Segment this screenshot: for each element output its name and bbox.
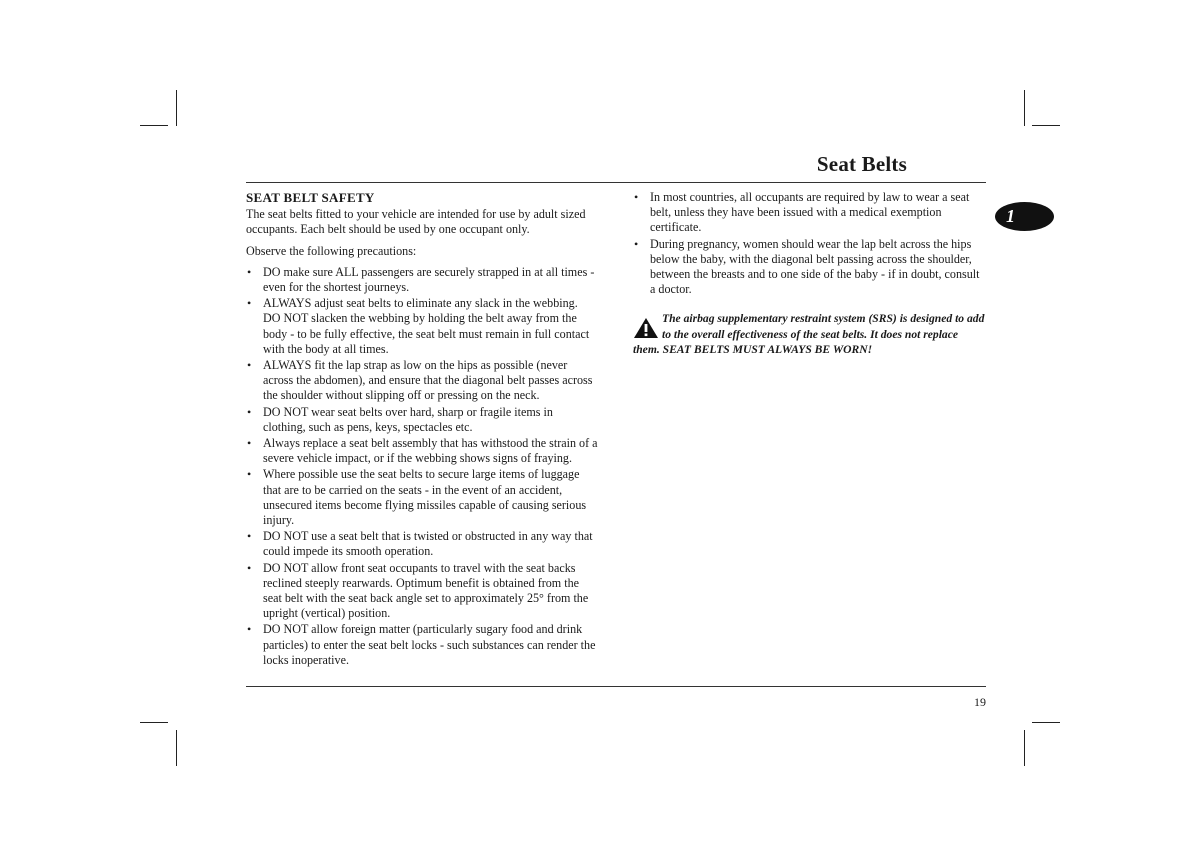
- crop-mark: [1032, 722, 1060, 723]
- precautions-list: [246, 265, 598, 668]
- crop-mark: [140, 125, 168, 126]
- observe-paragraph: Observe the following precautions:: [246, 243, 417, 258]
- list-item: • ALWAYS fit the lap strap as low on the hips as possible (never across the abdomen), and ensure that the diagonal belt passes across the shoulder without slipping off or pressing on the neck.: [247, 358, 593, 403]
- section-heading: SEAT BELT SAFETY: [246, 190, 375, 205]
- left-column: [246, 190, 598, 669]
- list-item: • ALWAYS adjust seat belts to eliminate any slack in the webbing. DO NOT slacken the webbing by holding the belt away from the body - to be fully effective, the seat belt must remain in full contact with the body at all times.: [247, 296, 590, 356]
- crop-mark: [1024, 90, 1025, 126]
- crop-mark: [1024, 730, 1025, 766]
- warning-triangle-icon: [633, 317, 659, 339]
- bullet-icon: •: [634, 190, 639, 204]
- intro-paragraph: The seat belts fitted to your vehicle are intended for use by adult sized occupants. Each belt should be used by one occupant only.: [246, 207, 586, 237]
- list-item: • DO NOT wear seat belts over hard, sharp or fragile items in clothing, such as pens, keys, spectacles etc.: [247, 404, 553, 434]
- list-item: • DO NOT allow front seat occupants to travel with the seat backs reclined steeply rearwards. Optimum benefit is obtained from the seat belt with the seat back angle set to approximately 25° from the upright (vertical) position.: [247, 560, 589, 621]
- list-item: • DO NOT use a seat belt that is twisted or obstructed in any way that could impede its smooth operation.: [247, 529, 593, 559]
- page-title: Seat Belts: [816, 152, 907, 176]
- bullet-icon: •: [247, 404, 252, 419]
- right-column: [633, 190, 985, 357]
- list-item: • During pregnancy, women should wear the lap belt across the hips below the baby, with the diagonal belt passing across the shoulder, between the breasts and to one side of the baby - if in doubt, consult a doctor.: [634, 236, 980, 297]
- crop-mark: [176, 730, 177, 766]
- crop-mark: [176, 90, 177, 126]
- list-item: • Where possible use the seat belts to secure large items of luggage that are to be carried on the seats - in the event of an accident, unsecured items become flying missiles capable of causing serious injury.: [247, 467, 587, 528]
- bullet-icon: •: [247, 358, 252, 373]
- bullet-icon: •: [247, 529, 252, 544]
- crop-mark: [140, 722, 168, 723]
- bullet-icon: •: [247, 560, 252, 575]
- bullet-icon: •: [634, 236, 639, 251]
- chapter-tab: [995, 202, 1054, 231]
- crop-mark: [1032, 125, 1060, 126]
- chapter-number: 1: [1006, 206, 1015, 226]
- bullet-icon: •: [247, 436, 252, 451]
- warning-text: The airbag supplementary restraint system (SRS) is designed to add to the overall effectiveness of the seat belts. It does not replace them. SEAT BELTS MUST ALWAYS BE WORN!: [633, 312, 985, 356]
- bullet-icon: •: [247, 264, 252, 279]
- list-item: • DO make sure ALL passengers are securely strapped in at all times - even for the shortest journeys.: [247, 264, 595, 295]
- page-number: 19: [974, 695, 986, 709]
- title-rule: [246, 182, 986, 183]
- occupants-list: [633, 190, 985, 297]
- bullet-icon: •: [247, 622, 252, 637]
- warning-notice: [633, 311, 985, 357]
- list-item: • In most countries, all occupants are required by law to wear a seat belt, unless they have been issued with a medical exemption certificate.: [634, 190, 970, 235]
- footer-rule: [246, 686, 986, 687]
- list-item: • Always replace a seat belt assembly that has withstood the strain of a severe vehicle impact, or if the webbing shows signs of fraying.: [247, 436, 598, 466]
- bullet-icon: •: [247, 467, 252, 482]
- list-item: • DO NOT allow foreign matter (particularly sugary food and drink particles) to enter the seat belt locks - such substances can render the locks inoperative.: [247, 622, 596, 667]
- bullet-icon: •: [247, 296, 252, 311]
